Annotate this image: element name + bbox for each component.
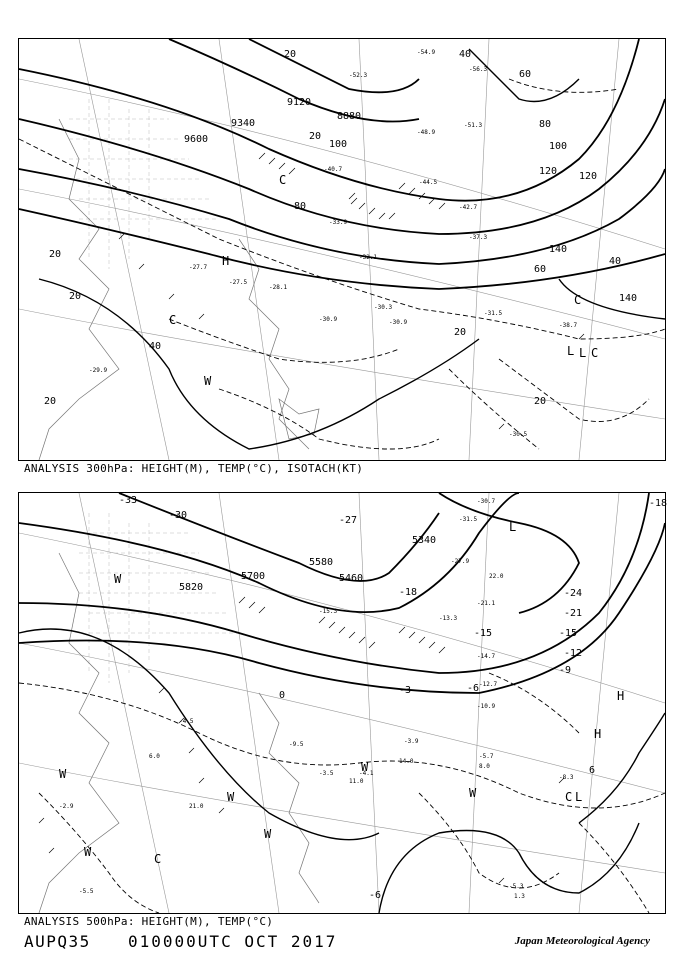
temperature-obs: -30.5 [509,431,528,438]
map-panel-300hpa [18,38,666,461]
isotherm-label: -15 [474,628,493,639]
map-300hpa [19,39,665,460]
temperature-obs: -33.9 [329,219,348,226]
isotherm-label: -33 [119,495,138,506]
isotherm-label: -15 [559,628,578,639]
low-pressure-center: L [579,346,587,360]
height-label: 9340 [231,118,256,129]
temperature-obs: 6.0 [149,753,160,760]
map-500hpa [19,493,668,913]
temperature-obs: 11.0 [349,778,364,785]
height-label: 9600 [184,134,209,145]
warm-center: W [59,767,67,781]
height-label: 5580 [309,557,334,568]
graticule [19,39,665,460]
temperature-obs: -30.9 [319,316,338,323]
temperature-obs: -51.3 [464,122,483,129]
isotherm-label: -9 [559,665,572,676]
warm-center: W [204,374,212,388]
temperature-obs: -32.1 [359,254,378,261]
low-pressure-center: L [575,790,583,804]
temperature-obs: -27.7 [189,264,208,271]
isotach-solid [39,49,665,449]
temperature-obs: -12.7 [479,681,498,688]
wind-barbs [39,597,564,883]
temperature-obs: 21.0 [189,803,204,810]
warm-center: W [264,827,272,841]
isotach-label: 40 [459,49,472,60]
isotherm-label: -27 [339,515,358,526]
temperature-obs: -21.1 [477,600,496,607]
cold-center: C [154,852,162,866]
temperature-obs: -3.5 [319,770,334,777]
isotherm-label: -24 [564,588,583,599]
temperature-obs: -8.3 [559,774,574,781]
isotherm-label: -18 [649,498,668,509]
isotach-label: 100 [329,139,348,150]
height-contours [19,39,665,289]
cold-center: C [591,346,599,360]
temperature-obs: -28.1 [269,284,288,291]
temperature-obs: 22.0 [489,573,504,580]
temperature-obs: -56.3 [469,66,488,73]
temperature-obs: -15.3 [319,608,338,615]
temperature-obs: -27.9 [451,558,470,565]
temperature-obs: -10.9 [477,703,496,710]
hatch-region [79,513,239,683]
temperature-obs: -5.5 [79,888,94,895]
isotherm-dashed [19,79,665,449]
temperature-obs: -38.7 [559,322,578,329]
warm-center: W [227,790,235,804]
temperature-obs: 1.3 [514,893,525,900]
temperature-obs: -30.3 [374,304,393,311]
isotach-label: 40 [609,256,622,267]
warm-center: W [84,845,92,859]
isotherm-label: -6 [369,890,382,901]
temperature-obs: -14.7 [477,653,496,660]
isotach-label: 20 [284,49,297,60]
high-pressure-center: H [594,727,602,741]
isotach-label: 20 [534,396,547,407]
isotherm-label: -18 [399,587,418,598]
temperature-obs: -42.7 [459,204,478,211]
temperature-obs: -5.7 [479,753,494,760]
isotach-label: 80 [294,201,307,212]
height-label: 5340 [412,535,437,546]
isotherm-label: -21 [564,608,583,619]
isotherm-label: -3 [399,685,412,696]
height-label: 9120 [287,97,312,108]
isotach-label: 20 [69,291,82,302]
graticule [19,493,668,913]
temperature-obs: -2.9 [59,803,74,810]
cold-center: C [279,173,287,187]
height-label: 8880 [337,111,362,122]
temperature-obs: 8.0 [479,763,490,770]
isotach-label: 60 [534,264,547,275]
temperature-obs: -27.5 [229,279,248,286]
bulletin-code: AUPQ35 [24,932,91,951]
low-pressure-center: L [509,520,517,534]
coastline [39,553,319,913]
temperature-obs: -9.5 [289,741,304,748]
temperature-obs: -44.5 [419,179,438,186]
height-label: 5700 [241,571,266,582]
temperature-obs: -54.9 [417,49,436,56]
temperature-obs: -3.9 [404,738,419,745]
map-panel-500hpa [18,492,666,914]
temperature-obs: -30.7 [477,498,496,505]
cold-center: C [574,293,582,307]
caption-500hpa: ANALYSIS 500hPa: HEIGHT(M), TEMP(°C) [24,915,274,928]
temperature-obs: -29.9 [89,367,108,374]
height-label: 5820 [179,582,204,593]
isotach-label: 120 [539,166,558,177]
isotherm-label: 6 [589,765,596,776]
isotherm-label: -6 [467,683,480,694]
height-label: 5460 [339,573,364,584]
temperature-obs: -13.3 [439,615,458,622]
temperature-obs: -4.1 [359,770,374,777]
isotherm-label: -12 [564,648,583,659]
isotach-label: 20 [454,327,467,338]
isotach-label: 100 [549,141,568,152]
temperature-obs: -4.5 [179,718,194,725]
isotach-label: 40 [149,341,162,352]
temperature-obs: 14.0 [399,758,414,765]
isotach-label: 120 [579,171,598,182]
high-pressure-center: H [222,254,230,268]
temperature-obs: -31.5 [459,516,478,523]
cold-center: C [565,790,573,804]
low-pressure-center: L [567,344,575,358]
temperature-obs: -5.3 [509,883,524,890]
isotherm-label: -30 [169,510,188,521]
temperature-obs: -48.9 [417,129,436,136]
isotach-label: 20 [49,249,62,260]
isotherm-label: 0 [279,690,286,701]
caption-300hpa: ANALYSIS 300hPa: HEIGHT(M), TEMP(°C), ISOTACH(KT) [24,462,364,475]
agency-name: Japan Meteorological Agency [514,935,650,947]
cold-center: C [169,313,177,327]
isotach-label: 20 [44,396,57,407]
isotach-label: 80 [539,119,552,130]
temperature-obs: -31.5 [484,310,503,317]
warm-center: W [361,760,369,774]
high-pressure-center: H [617,689,625,703]
temperature-obs: -30.9 [389,319,408,326]
isotach-label: 140 [549,244,568,255]
warm-center: W [469,786,477,800]
isotach-label: 20 [309,131,322,142]
temperature-obs: -52.3 [349,72,368,79]
isotach-label: 140 [619,293,638,304]
analysis-time: 010000UTC OCT 2017 [128,932,338,951]
temperature-obs: -40.7 [324,166,343,173]
warm-center: W [114,572,122,586]
isotach-label: 60 [519,69,532,80]
temperature-obs: -37.3 [469,234,488,241]
